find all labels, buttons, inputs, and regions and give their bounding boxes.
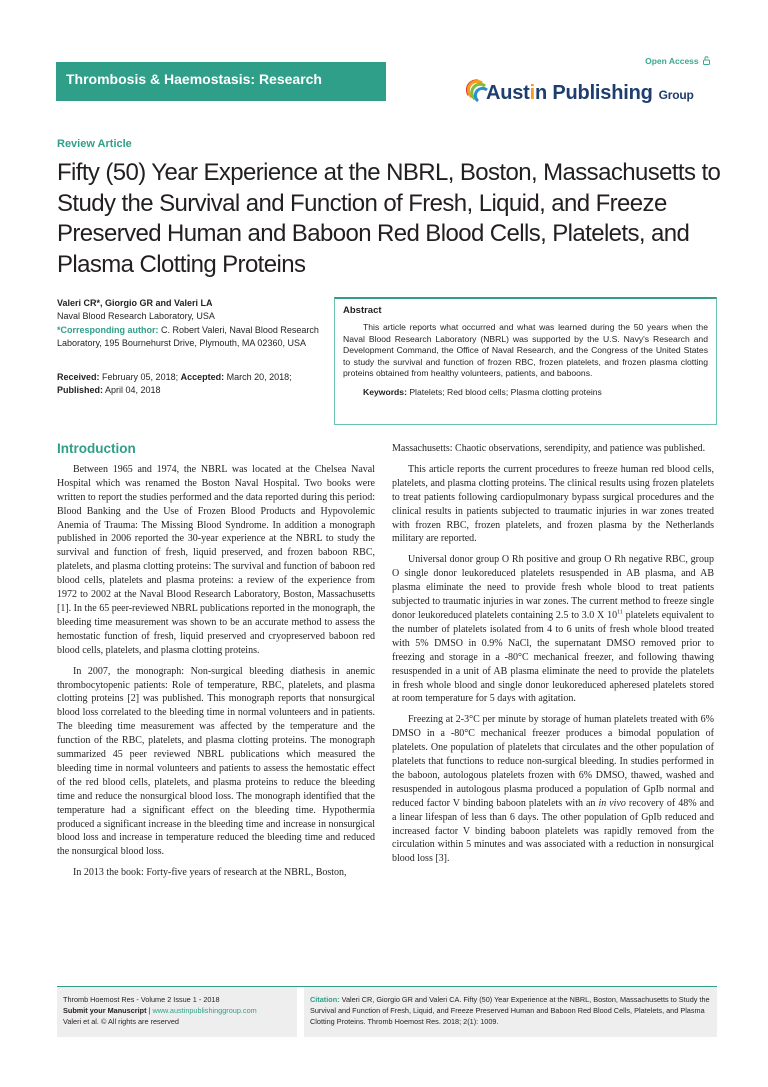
corresponding-author (57, 324, 332, 350)
open-access-text: Open Access (645, 56, 699, 66)
accepted-label: Accepted: (180, 372, 225, 382)
logo-publishing: Publishing (547, 82, 653, 104)
keywords-label: Keywords: (363, 386, 407, 397)
submit-label: Submit your Manuscript (63, 1006, 147, 1015)
footer-submit-line (63, 1005, 291, 1016)
article-type: Review Article (57, 138, 132, 150)
article-dates (57, 371, 332, 397)
logo-n: n (535, 82, 548, 104)
publisher-logo[interactable] (466, 73, 716, 113)
keywords-text: Platelets; Red blood cells; Plasma clotting proteins (406, 386, 602, 397)
footer-journal-info (57, 987, 297, 1037)
corresponding-label: *Corresponding author: (57, 325, 159, 335)
submit-separator: | (146, 1006, 153, 1015)
footer-copyright: Valeri et al. © All rights are reserved (63, 1017, 179, 1026)
body-left-column (57, 442, 375, 887)
author-affiliation: Naval Blood Research Laboratory, USA (57, 310, 215, 321)
journal-banner (56, 62, 386, 100)
citation-text: Valeri CR, Giorgio GR and Valeri CA. Fifty (50) Year Experience at the NBRL, Boston, Massachusetts to Study the Survival and Function of Fresh, Liquid, and Freeze Preserved Human and Baboon Red Blood Cells, Platelets, and Plasma Clotting Proteins. Thromb Hoemost Res. 2018; 2(1): 1009. (310, 995, 710, 1026)
author-names: Valeri CR*, Giorgio GR and Valeri LA (57, 298, 213, 308)
paragraph: Between 1965 and 1974, the NBRL was located at the Chelsea Naval Hospital which was renamed the Boston Naval Hospital. Two books were written to report the studies performed and the data reported during this period: Blood Banking and the Use of Frozen Blood Products and Hypovolemic Anemia of Trauma: The Missing Blood Syndrome. In addition a monograph published in 2006 reported the 30-year experience at the NBRL to study the survival and function of fresh, liquid preserved, and frozen baboon RBC, platelets, and plasma clotting proteins: The survival and function of baboon red blood cells, platelets and plasma proteins: a review of the experience from 1972 to 2002 at the Naval Blood Research Laboratory, Boston, Massachusetts [1]. In the 65 peer-reviewed NBRL publications reported in the monograph, the bleeding time measurement was shown to be an accurate method to assess the hemostatic function of fresh, liquid preserved and cryopreserved baboon red blood cells, platelets, and plasma clotting proteins. (57, 463, 375, 656)
banner-underline (56, 99, 386, 101)
paragraph-text: Freezing at 2-3°C per minute by storage of human platelets treated with 6% DMSO in a -80°C mechanical freezer produces a bimodal population of platelets. One population of platelets that circulates and the other population of platelets that functions to reduce non-surgical bleeding. In studies performed in the baboon, autologous platelets frozen with 6% DMSO, thawed, washed and resuspended in autologous plasma produced a population of GpIb normal and reduced factor V binding baboon platelets with an (392, 714, 714, 809)
paragraph: This article reports the current procedures to freeze human red blood cells, platelets, and plasma clotting proteins. The clinical results using frozen platelets to treat patients following cardiopulmonary bypass surgical procedures and the clinical results in patients subjected to traumatic injuries in war zones treated with frozen RBC, frozen platelets, and frozen plasma by the Netherlands military are reported. (392, 463, 714, 545)
logo-swirl-icon (466, 75, 488, 105)
publisher-name (486, 82, 694, 105)
corresponding-text: C. Robert Valeri, Naval Blood Research Laboratory, 195 Bournehurst Drive, Plymouth, MA 02360, USA (57, 325, 319, 348)
logo-group: Group (658, 88, 694, 102)
abstract-heading: Abstract (343, 305, 382, 316)
paragraph: In 2013 the book: Forty-five years of research at the NBRL, Boston, (73, 867, 347, 879)
paragraph (392, 553, 714, 706)
article-title: Fifty (50) Year Experience at the NBRL, Boston, Massachusetts to Study the Survival and Function of Fresh, Liquid, and Freeze Preserved Human and Baboon Red Blood Cells, Platelets, and Plasma Clotting Proteins (57, 159, 721, 278)
paragraph: In 2007, the monograph: Non-surgical bleeding diathesis in anemic thrombocytopenic patients: Role of temperature, RBC, platelets, and plasma clotting proteins [2] was published. This monograph reports that nonsurgical blood loss correlated to the bleeding time in normal volunteers and in patients. The bleeding time measurement was affected by the temperature and the function of the RBC, platelets, and plasma clotting proteins. The monograph summarized 45 peer reviewed NBRL publications which measured the bleeding time in normal volunteers and patients to assess the hemostatic effect of the red blood cells, platelets, and plasma proteins to reduce the bleeding time and reduce the nonsurgical blood loss. The monograph identified that the temperature had a significant effect on the bleeding time. Hypothermia produced a significant increase in the bleeding time and increase in nonsurgical blood loss and increase in temperature reduced the bleeding time and reduced the nonsurgical blood loss. (57, 665, 375, 858)
italic-text: in vivo (598, 797, 626, 809)
paragraph-text: platelets equivalent to the number of platelets isolated from 4 to 6 units of fresh whole blood treated with 5% DMSO in 0.9% NaCl, the supernatant DMSO removed prior to freezing and storage in a -80°C mechanical freezer, and following thawing resuspended in a unit of AB plasma eliminate the need to provide the platelets in fresh whole blood and single donor leukoreduced apheresed platelets stored at room temperature for 5 days with agitation. (392, 609, 714, 705)
body-right-column (392, 442, 714, 873)
paragraph-text: Universal donor group O Rh positive and group O Rh negative RBC, group O single donor leukoreduced platelets resuspended in AB plasma, and AB plasma eliminate the need to provide fresh whole blood to treat patients subjected to traumatic injuries in war zones. The current method to freeze single donor leukoreduced platelets containing 2.5 to 3.0 X 10 (392, 554, 714, 621)
superscript: 11 (617, 609, 623, 616)
paragraph (392, 713, 714, 866)
keywords (343, 387, 708, 397)
footer-citation (304, 987, 717, 1037)
published-label: Published: (57, 385, 104, 395)
publisher-website-link[interactable]: www.austinpublishinggroup.com (152, 1006, 257, 1015)
paragraph-text: recovery of 48% and a linear lifespan of less than 6 days. The other population of GpIb reduced and increased factor V binding baboon platelets was rapidly removed from the circulation within 5 minutes and was associated with a reduction in nonsurgical blood loss [3]. (392, 797, 715, 865)
abstract-box (334, 297, 717, 425)
page-footer (57, 986, 717, 1036)
paragraph: Massachusetts: Chaotic observations, serendipity, and patience was published. (392, 443, 706, 454)
journal-title: Thrombosis & Haemostasis: Research (66, 71, 322, 87)
footer-journal-line: Thromb Hoemost Res - Volume 2 Issue 1 - 2018 (63, 995, 220, 1004)
published-date: April 04, 2018 (103, 385, 161, 395)
logo-austin: Aust (486, 82, 530, 104)
author-block (57, 297, 332, 322)
citation-label: Citation: (310, 995, 340, 1004)
abstract-body: This article reports what occurred and what was learned during the 50 years when the Naval Blood Research Laboratory (NBRL) was supported by the U.S. Navy's Research and Development Command, the Office of Naval Research, and the Congress of the United States to study the survival and function of frozen RBC, frozen platelets, and frozen plasma clotting proteins obtained from healthy volunteers, patients, and baboons. (343, 322, 708, 378)
logo-i: i (529, 82, 536, 104)
open-access-label (645, 56, 710, 66)
open-lock-icon (703, 56, 710, 65)
accepted-date: March 20, 2018; (224, 372, 292, 382)
received-label: Received: (57, 372, 100, 382)
introduction-heading: Introduction (57, 441, 136, 456)
received-date: February 05, 2018; (99, 372, 181, 382)
